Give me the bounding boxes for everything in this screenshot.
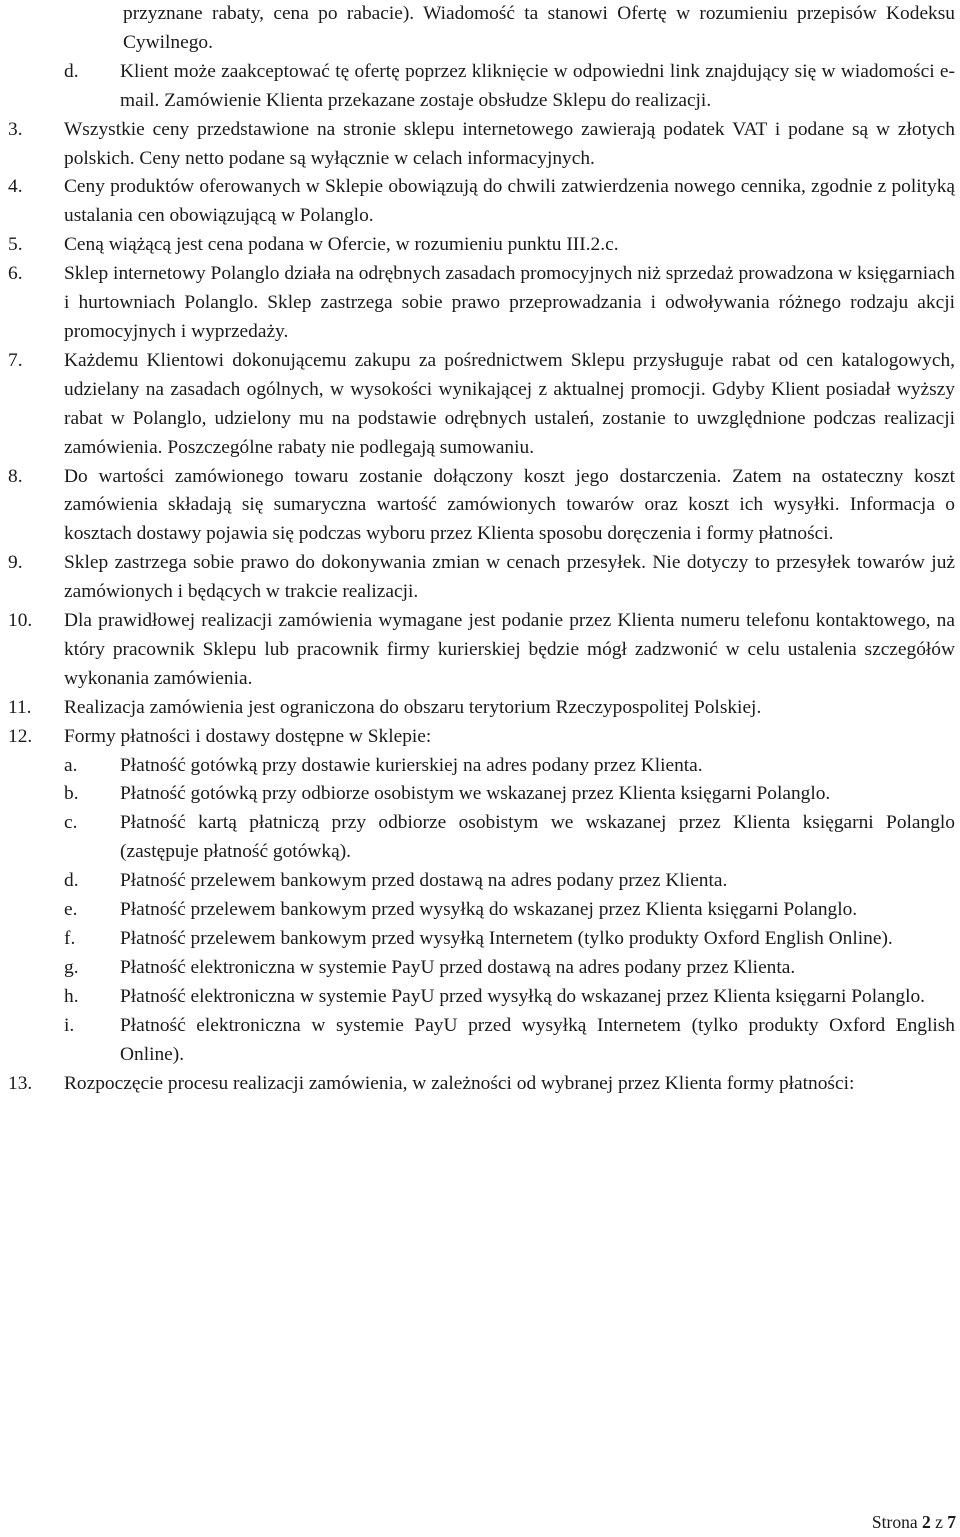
list-item-7: [8, 347, 955, 463]
payment-option-i: [64, 1012, 955, 1070]
list-item-3: [8, 116, 955, 174]
payment-option-h: [64, 983, 955, 1012]
list-item-text: Ceną wiążącą jest cena podana w Ofercie, w rozumieniu punktu III.2.c.: [64, 234, 619, 256]
payment-option-text: Płatność przelewem bankowym przed dostawą na adres podany przez Klienta.: [120, 870, 728, 892]
payment-option-d: [64, 867, 955, 896]
list-item-12: [8, 723, 955, 752]
page-separator: z: [935, 1512, 943, 1532]
sub-item-d: [64, 58, 955, 116]
page-label: Strona: [871, 1512, 918, 1532]
payment-option-b: [64, 780, 955, 809]
list-item-marker: 8.: [8, 465, 23, 487]
list-item-text: Wszystkie ceny przedstawione na stronie sklepu internetowego zawierają podatek VAT i podane są w złotych polskich. Ceny netto podane są wyłącznie w celach informacyjnych.: [64, 118, 955, 169]
list-item-marker: 11.: [8, 696, 32, 718]
list-item-5: [8, 231, 955, 260]
list-item-text: Ceny produktów oferowanych w Sklepie obowiązują do chwili zatwierdzenia nowego cennika, zgodnie z polityką ustalania cen obowiązującą w Polanglo.: [64, 176, 955, 227]
list-item-marker: 12.: [8, 725, 33, 747]
list-item-6: [8, 260, 955, 347]
payment-option-text: Płatność elektroniczna w systemie PayU przed wysyłką Internetem (tylko produkty Oxford English Online).: [120, 1014, 955, 1065]
list-item-text: Formy płatności i dostawy dostępne w Sklepie:: [64, 725, 432, 747]
payment-option-text: Płatność kartą płatniczą przy odbiorze osobistym we wskazanej przez Klienta księgarni Polanglo (zastępuje płatność gotówką).: [120, 812, 955, 863]
payment-option-marker: b.: [64, 783, 79, 805]
document-page: [8, 0, 955, 1098]
payment-option-text: Płatność gotówką przy dostawie kurierskiej na adres podany przez Klienta.: [120, 754, 703, 776]
list-item-marker: 3.: [8, 118, 23, 140]
payment-option-marker: d.: [64, 870, 79, 892]
sub-item-text: Klient może zaakceptować tę ofertę poprzez kliknięcie w odpowiedni link znajdujący się w wiadomości e-mail. Zamówienie Klienta przekazane zostaje obsłudze Sklepu do realizacji.: [120, 60, 955, 111]
list-item-text: Rozpoczęcie procesu realizacji zamówienia, w zależności od wybranej przez Klienta formy płatności:: [64, 1072, 855, 1094]
sub-item-marker: d.: [64, 60, 79, 82]
payment-option-marker: h.: [64, 985, 79, 1007]
list-item-text: Dla prawidłowej realizacji zamówienia wymagane jest podanie przez Klienta numeru telefonu kontaktowego, na który pracownik Sklepu lub pracownik firmy kurierskiej będzie mógł zadzwonić w celu ustalenia szczegółów wykonania zamówienia.: [64, 610, 955, 689]
payment-option-a: [64, 752, 955, 781]
list-item-text: Sklep internetowy Polanglo działa na odrębnych zasadach promocyjnych niż sprzedaż prowadzona w księgarniach i hurtowniach Polanglo. Sklep zastrzega sobie prawo przeprowadzania i odwoływania różnego rodzaju akcji promocyjnych i wyprzedaży.: [64, 263, 955, 342]
payment-option-g: [64, 954, 955, 983]
payment-option-text: Płatność przelewem bankowym przed wysyłką do wskazanej przez Klienta księgarni Polanglo.: [120, 899, 858, 921]
list-item-marker: 6.: [8, 263, 23, 285]
list-item-13: [8, 1070, 955, 1099]
list-item-marker: 4.: [8, 176, 23, 198]
list-item-marker: 10.: [8, 610, 33, 632]
paragraph-continuation: przyznane rabaty, cena po rabacie). Wiadomość ta stanowi Ofertę w rozumieniu przepisów Kodeksu Cywilnego.: [123, 3, 955, 53]
list-item-text: Realizacja zamówienia jest ograniczona do obszaru terytorium Rzeczypospolitej Polskiej.: [64, 696, 762, 718]
page-total: 7: [947, 1512, 956, 1532]
payment-option-text: Płatność przelewem bankowym przed wysyłką Internetem (tylko produkty Oxford English Online).: [120, 928, 893, 949]
list-item-marker: 5.: [8, 234, 23, 256]
payment-option-marker: a.: [64, 754, 78, 776]
payment-option-marker: i.: [64, 1014, 75, 1036]
payment-option-e: [64, 896, 955, 925]
list-item-11: [8, 694, 955, 723]
page-footer: [872, 1511, 956, 1533]
list-item-marker: 9.: [8, 552, 23, 574]
list-item-text: Sklep zastrzega sobie prawo do dokonywania zmian w cenach przesyłek. Nie dotyczy to przesyłek towarów już zamówionych i będących w trakcie realizacji.: [64, 552, 955, 603]
payment-option-marker: c.: [64, 812, 78, 834]
list-item-text: Każdemu Klientowi dokonującemu zakupu za pośrednictwem Sklepu przysługuje rabat od cen katalogowych, udzielany na zasadach ogólnych, w wysokości wynikającej z aktualnej promocji. Gdyby Klient posiadał wyższy rabat w Polanglo, udzielony mu na podstawie odrębnych ustaleń, zostanie to uwzględnione podczas realizacji zamówienia. Poszczególne rabaty nie podlegają sumowaniu.: [64, 349, 955, 458]
payment-option-text: Płatność elektroniczna w systemie PayU przed dostawą na adres podany przez Klienta.: [120, 956, 796, 978]
page-number: 2: [921, 1512, 931, 1532]
payment-option-f: [64, 925, 955, 954]
payment-option-marker: f.: [64, 928, 76, 949]
list-item-text: Do wartości zamówionego towaru zostanie dołączony koszt jego dostarczenia. Zatem na ostateczny koszt zamówienia składają się sumaryczna wartość zamówionych towarów oraz koszt ich wysyłki. Informacja o kosztach dostawy pojawia się podczas wyboru przez Klienta sposobu doręczenia i formy płatności.: [64, 465, 955, 545]
list-item-4: [8, 173, 955, 231]
payment-option-c: [64, 809, 955, 867]
list-item-marker: 7.: [8, 349, 23, 371]
payment-option-text: Płatność gotówką przy odbiorze osobistym we wskazanej przez Klienta księgarni Polanglo.: [120, 783, 831, 805]
list-item-8: [8, 463, 955, 550]
payment-option-marker: g.: [64, 956, 79, 978]
list-item-9: [8, 549, 955, 607]
payment-option-marker: e.: [64, 899, 78, 921]
list-item-10: [8, 607, 955, 694]
list-item-marker: 13.: [8, 1072, 33, 1094]
payment-option-text: Płatność elektroniczna w systemie PayU przed wysyłką do wskazanej przez Klienta księgarni Polanglo.: [120, 985, 926, 1007]
